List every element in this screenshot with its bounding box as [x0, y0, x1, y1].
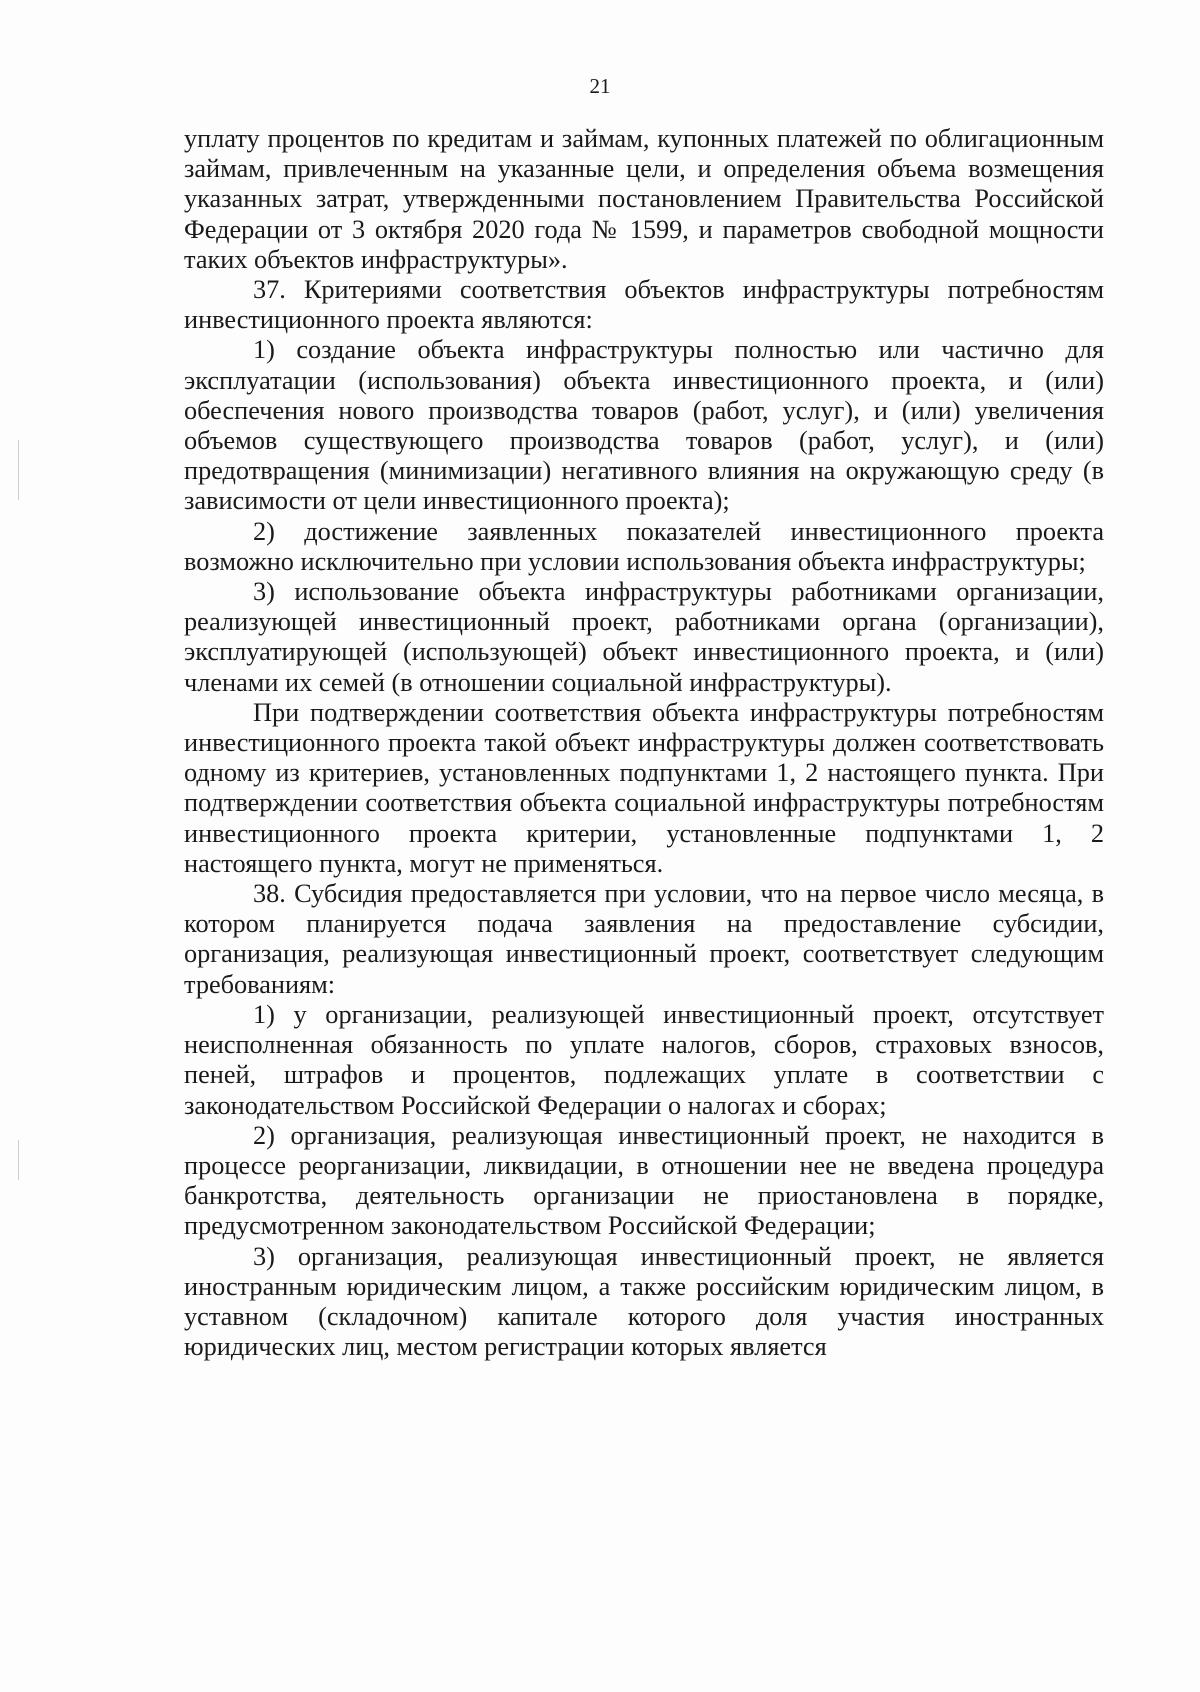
scan-artifact — [18, 440, 19, 500]
paragraph: При подтверждении соответствия объекта инфраструктуры потребностям инвестиционного проекта такой объект инфраструктуры должен соответствовать одному из критериев, установленных подпунктами 1, 2 настоящего пункта. При подтверждении соответствия объекта социальной инфраструктуры потребностям инвестиционного проекта критерии, установленные подпунктами 1, 2 настоящего пункта, могут не применяться. — [184, 697, 1104, 878]
paragraph: уплату процентов по кредитам и займам, купонных платежей по облигационным займам, привлеченным на указанные цели, и определения объема возмещения указанных затрат, утвержденными постановлением Правительства Российской Федерации от 3 октября 2020 года № 1599, и параметров свободной мощности таких объектов инфраструктуры». — [184, 124, 1104, 274]
list-item: 1) у организации, реализующей инвестиционный проект, отсутствует неисполненная обязанность по уплате налогов, сборов, страховых взносов, пеней, штрафов и процентов, подлежащих уплате в соответствии с законодательством Российской Федерации о налогах и сборах; — [184, 999, 1104, 1120]
page-number: 21 — [589, 74, 611, 98]
list-item: 2) достижение заявленных показателей инвестиционного проекта возможно исключительно при условии использования объекта инфраструктуры; — [184, 516, 1104, 576]
scan-artifact — [18, 1140, 19, 1180]
paragraph: 37. Критериями соответствия объектов инфраструктуры потребностям инвестиционного проекта являются: — [184, 275, 1104, 335]
document-body — [184, 124, 1104, 1362]
list-item: 3) организация, реализующая инвестиционный проект, не является иностранным юридическим лицом, а также российским юридическим лицом, в уставном (складочном) капитале которого доля участия иностранных юридических лиц, местом регистрации которых является — [184, 1241, 1104, 1362]
list-item: 3) использование объекта инфраструктуры работниками организации, реализующей инвестиционный проект, работниками органа (организации), эксплуатирующей (использующей) объект инвестиционного проекта, и (или) членами их семей (в отношении социальной инфраструктуры). — [184, 577, 1104, 697]
paragraph: 38. Субсидия предоставляется при условии, что на первое число месяца, в котором планируется подача заявления на предоставление субсидии, организация, реализующая инвестиционный проект, соответствует следующим требованиям: — [184, 879, 1104, 999]
list-item: 1) создание объекта инфраструктуры полностью или частично для эксплуатации (использования) объекта инвестиционного проекта, и (или) обеспечения нового производства товаров (работ, услуг), и (или) увеличения объемов существующего производства товаров (работ, услуг), и (или) предотвращения (минимизации) негативного влияния на окружающую среду (в зависимости от цели инвестиционного проекта); — [184, 335, 1104, 516]
list-item: 2) организация, реализующая инвестиционный проект, не находится в процессе реорганизации, ликвидации, в отношении нее не введена процедура банкротства, деятельность организации не приостановлена в порядке, предусмотренном законодательством Российской Федерации; — [184, 1120, 1104, 1241]
